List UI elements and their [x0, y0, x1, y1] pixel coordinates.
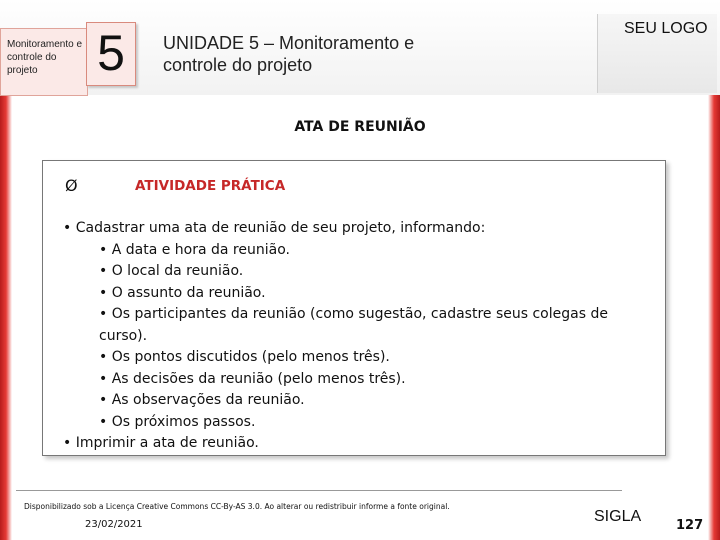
list-item: • O local da reunião. — [99, 263, 244, 279]
unit-side-tag — [0, 28, 88, 96]
list-item: • Imprimir a ata de reunião. — [63, 435, 259, 451]
list-item: • Os participantes da reunião (como sugestão, cadastre seus colegas de curso). — [99, 306, 608, 344]
slide-header — [0, 0, 720, 95]
list-item: • Os próximos passos. — [99, 413, 256, 430]
activity-list — [63, 218, 643, 455]
unit-side-tag-label: Monitoramento e controle do projeto — [7, 39, 83, 76]
activity-title: ATIVIDADE PRÁTICA — [135, 178, 286, 194]
arrow-bullet-icon: Ø — [65, 176, 78, 195]
slide-title: ATA DE REUNIÃO — [294, 119, 426, 135]
list-item: • As decisões da reunião (pelo menos três). — [99, 370, 406, 387]
unit-number: 5 — [86, 22, 136, 86]
footer-divider — [16, 490, 622, 491]
slide-date: 23/02/2021 — [85, 519, 143, 530]
list-item: • As observações da reunião. — [99, 392, 305, 408]
license-notice: Disponibilizado sob a Licença Creative Commons CC-By-AS 3.0. Ao alterar ou redistribuir informe a fonte original. — [24, 502, 450, 511]
list-item: • Os pontos discutidos (pelo menos três). — [99, 349, 390, 365]
activity-box — [42, 160, 666, 456]
unit-title: UNIDADE 5 – Monitoramento e controle do projeto — [163, 33, 415, 75]
institution-sigla: SIGLA — [594, 508, 642, 525]
logo-text: SEU LOGO — [624, 20, 708, 37]
logo-placeholder — [597, 14, 717, 93]
list-item: • A data e hora da reunião. — [99, 241, 290, 258]
page-number: 127 — [676, 518, 704, 533]
list-item: • O assunto da reunião. — [99, 284, 266, 301]
list-item: • Cadastrar uma ata de reunião de seu projeto, informando: — [63, 220, 486, 236]
